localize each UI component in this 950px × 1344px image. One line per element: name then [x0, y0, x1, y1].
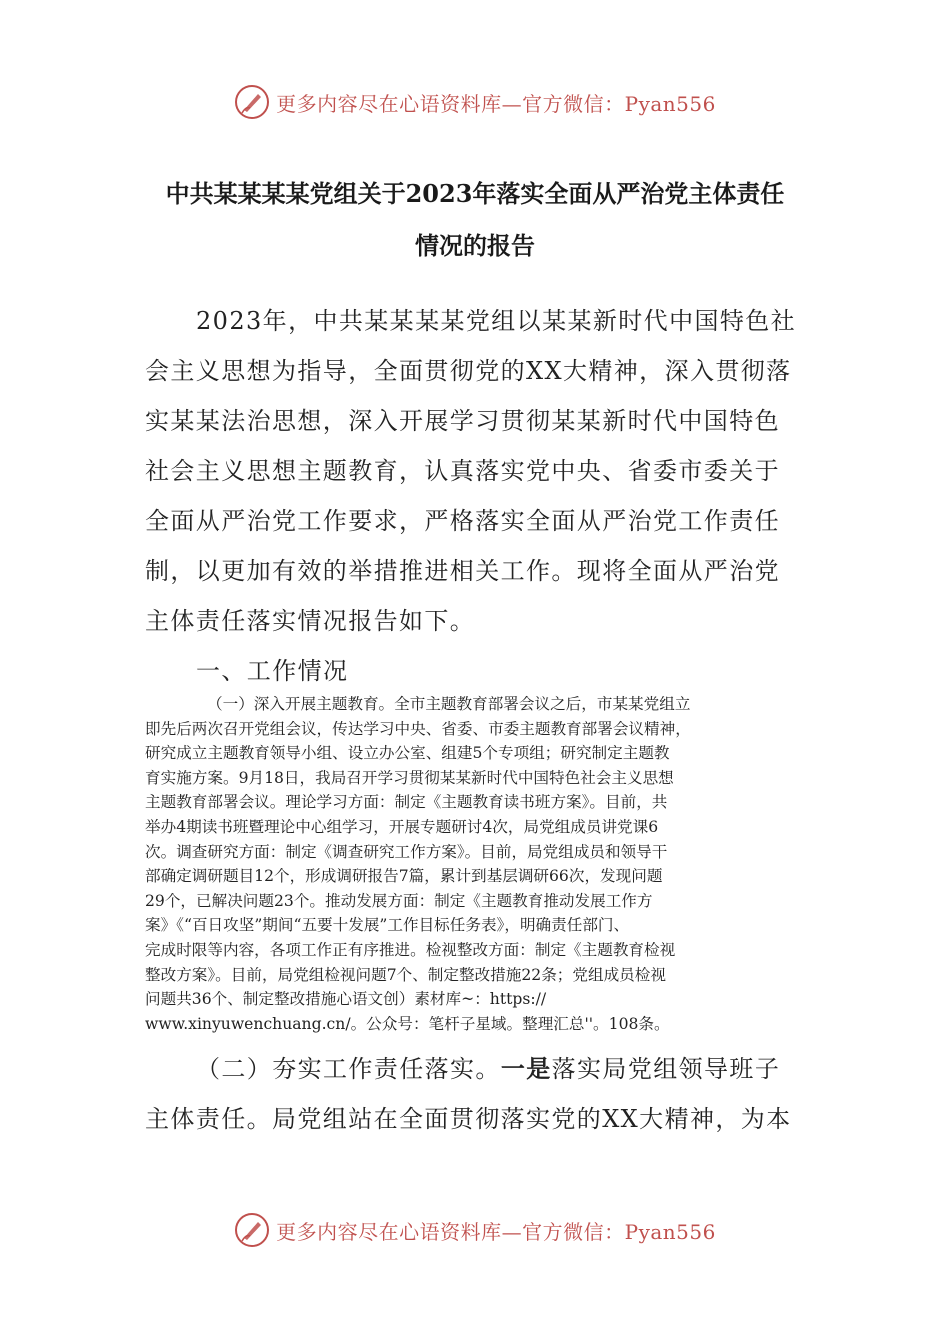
banner-text: 更多内容尽在心语资料库—官方微信：Pyan556	[276, 91, 716, 116]
subsection-line: 次。调查研究方面：制定《调查研究工作方案》。目前，局党组成员和领导干	[145, 842, 668, 861]
intro-line: 主体责任落实情况报告如下。	[145, 607, 476, 635]
intro-line: 实某某法治思想，深入开展学习贯彻某某新时代中国特色	[145, 407, 780, 435]
subsection-line: 举办4期读书班暨理论中心组学习，开展专题研讨4次，局党组成员讲党课6	[145, 817, 659, 836]
subsection-2-text: 落实局党组领导班子	[551, 1055, 781, 1083]
quill-logo-icon	[234, 84, 270, 120]
subsection-2-line-2: 主体责任。局党组站在全面贯彻落实党的XX大精神，为本	[145, 1105, 792, 1133]
subsection-line: 主题教育部署会议。理论学习方面：制定《主题教育读书班方案》。目前，共	[145, 793, 668, 812]
document-title-line-1: 中共某某某某党组关于2023年落实全面从严治党主体责任	[165, 179, 785, 208]
subsection-2-line-1	[196, 1052, 780, 1086]
subsection-2-heading: （二）夯实工作责任落实。	[196, 1055, 501, 1083]
subsection-line: 完成时限等内容，各项工作正有序推进。检视整改方面：制定《主题教育检视	[145, 940, 676, 959]
document-title-line-2: 情况的报告	[415, 231, 535, 260]
quill-logo-icon	[234, 1212, 270, 1248]
subsection-line: 即先后两次召开党组会议，传达学习中央、省委、市委主题教育部署会议精神，	[145, 719, 691, 738]
subsection-line: 育实施方案。9月18日，我局召开学习贯彻某某新时代中国特色社会主义思想	[145, 768, 674, 787]
intro-line: 会主义思想为指导，全面贯彻党的XX大精神，深入贯彻落	[145, 357, 792, 385]
subsection-line: www.xinyuwenchuang.cn/。公众号：笔杆子星域。整理汇总''。108条。	[145, 1014, 670, 1033]
subsection-1-body	[145, 692, 810, 1036]
subsection-line: 部确定调研题目12个，形成调研报告7篇，累计到基层调研66次，发现问题	[145, 867, 663, 886]
intro-line: 制，以更加有效的举措推进相关工作。现将全面从严治党	[145, 557, 780, 585]
header-banner	[0, 80, 950, 124]
intro-line: 社会主义思想主题教育，认真落实党中央、省委市委关于	[145, 457, 780, 485]
subsection-line: 问题共36个、制定整改措施心语文创）素材库~：https://	[145, 990, 547, 1009]
emphasis-first: 一是	[500, 1054, 552, 1083]
subsection-line: 整改方案》。目前，局党组检视问题7个、制定整改措施22条；党组成员检视	[145, 965, 666, 984]
subsection-line: 案》《“百日攻坚”期间“五要十发展”工作目标任务表》，明确责任部门、	[145, 916, 630, 935]
subsection-line: 29个，已解决问题23个。推动发展方面：制定《主题教育推动发展工作方	[145, 891, 653, 910]
intro-line: 2023年，中共某某某某党组以某某新时代中国特色社	[196, 307, 797, 335]
footer-banner	[0, 1208, 950, 1252]
banner-text: 更多内容尽在心语资料库—官方微信：Pyan556	[276, 1219, 716, 1244]
intro-line: 全面从严治党工作要求，严格落实全面从严治党工作责任	[145, 507, 780, 535]
section-heading: 一、工作情况	[196, 657, 349, 685]
subsection-line: （一）深入开展主题教育。全市主题教育部署会议之后，市某某党组立	[207, 695, 691, 713]
subsection-line: 研究成立主题教育领导小组、设立办公室、组建5个专项组；研究制定主题教	[145, 744, 670, 763]
